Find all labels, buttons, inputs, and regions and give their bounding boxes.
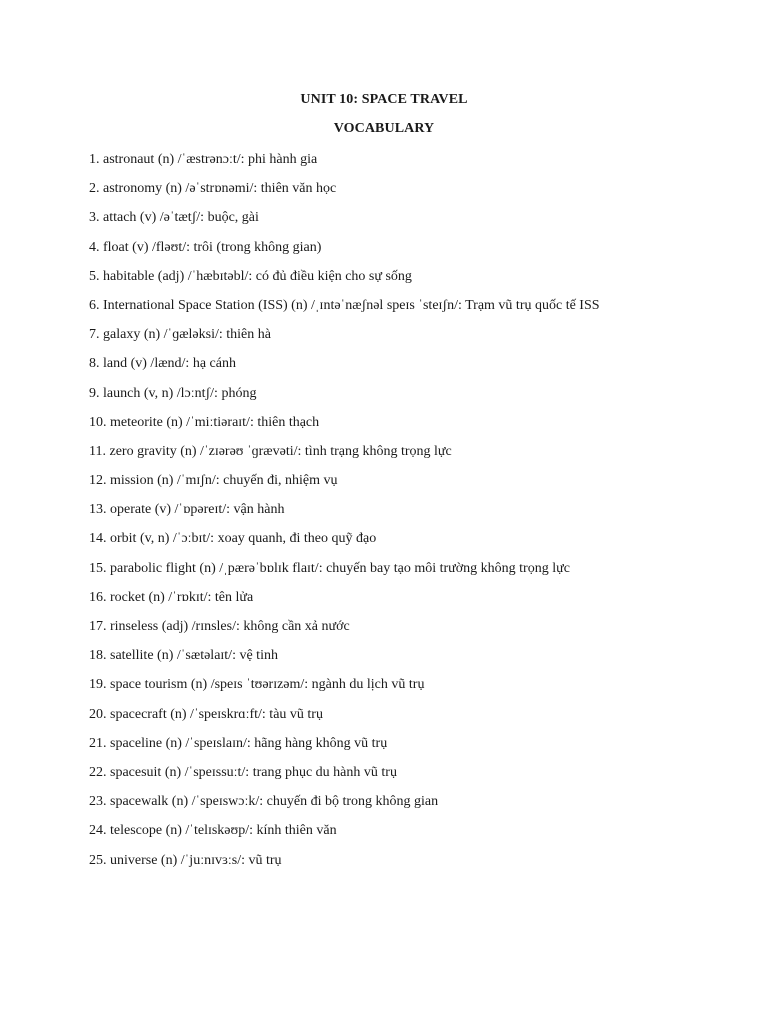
vocabulary-item: 23. spacewalk (n) /ˈspeɪswɔːk/: chuyến đi bộ trong không gian <box>89 794 439 810</box>
vocabulary-item: 9. launch (v, n) /lɔːntʃ/: phóng <box>89 385 257 401</box>
vocabulary-item: 13. operate (v) /ˈɒpəreɪt/: vận hành <box>89 502 285 518</box>
vocabulary-item: 19. space tourism (n) /speɪs ˈtʊərɪzəm/: ngành du lịch vũ trụ <box>89 677 425 693</box>
vocabulary-item: 17. rinseless (adj) /rɪnsles/: không cần xả nước <box>89 619 350 634</box>
vocabulary-item: 2. astronomy (n) /əˈstrɒnəmi/: thiên văn học <box>89 181 337 197</box>
vocabulary-item: 14. orbit (v, n) /ˈɔːbɪt/: xoay quanh, đi theo quỹ đạo <box>89 531 377 547</box>
vocabulary-item: 11. zero gravity (n) /ˈzɪərəʊ ˈɡrævəti/: tình trạng không trọng lực <box>89 443 452 459</box>
vocabulary-list <box>89 150 600 880</box>
vocabulary-item: 7. galaxy (n) /ˈɡæləksi/: thiên hà <box>89 327 271 343</box>
vocabulary-item: 25. universe (n) /ˈjuːnɪvɜːs/: vũ trụ <box>89 852 282 868</box>
vocabulary-item: 15. parabolic flight (n) /ˌpærəˈbɒlɪk flaɪt/: chuyến bay tạo môi trường không trọng lực <box>89 560 570 576</box>
vocabulary-item: 21. spaceline (n) /ˈspeɪslaɪn/: hãng hàng không vũ trụ <box>89 735 388 751</box>
vocabulary-item: 1. astronaut (n) /ˈæstrənɔːt/: phi hành gia <box>89 152 318 167</box>
vocabulary-item: 10. meteorite (n) /ˈmiːtiəraɪt/: thiên thạch <box>89 414 320 430</box>
vocabulary-item: 5. habitable (adj) /ˈhæbɪtəbl/: có đủ điều kiện cho sự sống <box>89 268 412 284</box>
vocabulary-item: 3. attach (v) /əˈtætʃ/: buộc, gài <box>89 210 259 226</box>
vocabulary-item: 24. telescope (n) /ˈtelɪskəʊp/: kính thiên văn <box>89 823 337 839</box>
vocabulary-item: 12. mission (n) /ˈmɪʃn/: chuyến đi, nhiệm vụ <box>89 473 338 489</box>
unit-title: UNIT 10: SPACE TRAVEL <box>300 92 468 107</box>
vocabulary-item: 6. International Space Station (ISS) (n) /ˌɪntəˈnæʃnəl speɪs ˈsteɪʃn/: Trạm vũ trụ quốc tế ISS <box>89 297 600 313</box>
vocabulary-item: 16. rocket (n) /ˈrɒkɪt/: tên lửa <box>89 589 254 605</box>
vocabulary-item: 4. float (v) /fləʊt/: trôi (trong không gian) <box>89 239 322 255</box>
section-heading: VOCABULARY <box>333 121 435 136</box>
vocabulary-item: 18. satellite (n) /ˈsætəlaɪt/: vệ tinh <box>89 648 278 664</box>
vocabulary-item: 22. spacesuit (n) /ˈspeɪssuːt/: trang phục du hành vũ trụ <box>89 764 397 780</box>
vocabulary-item: 20. spacecraft (n) /ˈspeɪskrɑːft/: tàu vũ trụ <box>89 706 323 722</box>
vocabulary-item: 8. land (v) /lænd/: hạ cánh <box>89 356 236 372</box>
